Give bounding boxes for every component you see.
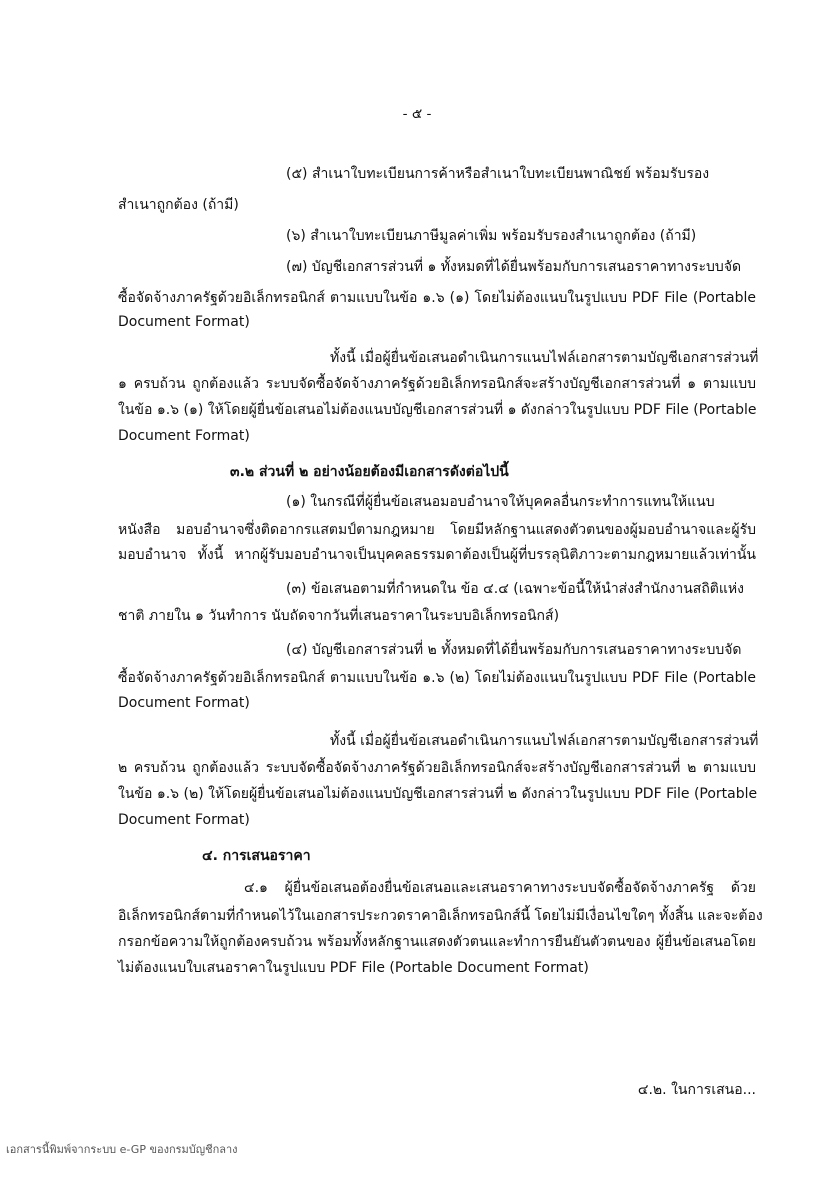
section-4-1-line-3: กรอกข้อความให้ถูกต้องครบถ้วน พร้อมทั้งหลักฐานแสดงตัวตนและทำการยืนยันตัวตนของ ผู้ยื่นข้อเสนอโดย <box>118 934 756 950</box>
item-7-line-1: (๗) บัญชีเอกสารส่วนที่ ๑ ทั้งหมดที่ได้ยื่นพร้อมกับการเสนอราคาทางระบบจัด <box>286 259 742 275</box>
note-2-line-1: ทั้งนี้ เมื่อผู้ยื่นข้อเสนอดำเนินการแนบไฟล์เอกสารตามบัญชีเอกสารส่วนที่ <box>330 733 759 749</box>
part2-item-1-line-1: (๑) ในกรณีที่ผู้ยื่นข้อเสนอมอบอำนาจให้บุคคลอื่นกระทำการแทนให้แนบ <box>286 494 715 510</box>
section-4-1-line-4: ไม่ต้องแนบใบเสนอราคาในรูปแบบ PDF File (Portable Document Format) <box>118 960 589 976</box>
note-1-line-1: ทั้งนี้ เมื่อผู้ยื่นข้อเสนอดำเนินการแนบไฟล์เอกสารตามบัญชีเอกสารส่วนที่ <box>330 350 759 366</box>
note-2-line-3: ในข้อ ๑.๖ (๒) ให้โดยผู้ยื่นข้อเสนอไม่ต้องแนบบัญชีเอกสารส่วนที่ ๒ ดังกล่าวในรูปแบบ PDF File (Portable <box>118 786 758 802</box>
item-7-line-2: ซื้อจัดจ้างภาครัฐด้วยอิเล็กทรอนิกส์ ตามแบบในข้อ ๑.๖ (๑) โดยไม่ต้องแนบในรูปแบบ PDF File (Portable <box>118 290 756 306</box>
item-5-line-2: สำเนาถูกต้อง (ถ้ามี) <box>118 197 239 213</box>
note-1-line-4: Document Format) <box>118 428 250 444</box>
section-4-heading: ๔. การเสนอราคา <box>202 848 311 864</box>
item-6-line: (๖) สำเนาใบทะเบียนภาษีมูลค่าเพิ่ม พร้อมรับรองสำเนาถูกต้อง (ถ้ามี) <box>286 228 697 244</box>
footer-note: เอกสารนี้พิมพ์จากระบบ e-GP ของกรมบัญชีกลาง <box>6 1143 238 1156</box>
note-2-line-4: Document Format) <box>118 812 250 828</box>
part2-item-1-line-3: มอบอำนาจ ทั้งนี้ หากผู้รับมอบอำนาจเป็นบุคคลธรรมดาต้องเป็นผู้ที่บรรลุนิติภาวะตามกฎหมายแล้วเท่านั้น <box>118 547 756 563</box>
part2-item-1-line-2: หนังสือ มอบอำนาจซึ่งติดอากรแสตมป์ตามกฎหมาย โดยมีหลักฐานแสดงตัวตนของผู้มอบอำนาจและผู้รับ <box>118 522 756 538</box>
part2-item-4-line-1: (๔) บัญชีเอกสารส่วนที่ ๒ ทั้งหมดที่ได้ยื่นพร้อมกับการเสนอราคาทางระบบจัด <box>286 642 742 658</box>
section-4-1-line-1: ๔.๑ ผู้ยื่นข้อเสนอต้องยื่นข้อเสนอและเสนอราคาทางระบบจัดซื้อจัดจ้างภาครัฐ ด้วย <box>244 880 756 896</box>
part2-item-3-line-2: ชาติ ภายใน ๑ วันทำการ นับถัดจากวันที่เสนอราคาในระบบอิเล็กทรอนิกส์) <box>118 608 560 624</box>
part2-item-3-line-1: (๓) ข้อเสนอตามที่กำหนดใน ข้อ ๔.๔ (เฉพาะข้อนี้ให้นำส่งสำนักงานสถิติแห่ง <box>286 581 744 597</box>
item-5-line-1: (๕) สำเนาใบทะเบียนการค้าหรือสำเนาใบทะเบียนพาณิชย์ พร้อมรับรอง <box>286 166 710 182</box>
section-3-2-heading: ๓.๒ ส่วนที่ ๒ อย่างน้อยต้องมีเอกสารดังต่อไปนี้ <box>230 464 509 480</box>
note-2-line-2: ๒ ครบถ้วน ถูกต้องแล้ว ระบบจัดซื้อจัดจ้างภาครัฐด้วยอิเล็กทรอนิกส์จะสร้างบัญชีเอกสารส่วนที่ ๒ ตามแบบ <box>118 760 756 776</box>
note-1-line-3: ในข้อ ๑.๖ (๑) ให้โดยผู้ยื่นข้อเสนอไม่ต้องแนบบัญชีเอกสารส่วนที่ ๑ ดังกล่าวในรูปแบบ PDF File (Portable <box>118 402 757 418</box>
part2-item-4-line-2: ซื้อจัดจ้างภาครัฐด้วยอิเล็กทรอนิกส์ ตามแบบในข้อ ๑.๖ (๒) โดยไม่ต้องแนบในรูปแบบ PDF File (Portable <box>118 670 756 686</box>
page-number: - ๕ - <box>402 106 432 122</box>
note-1-line-2: ๑ ครบถ้วน ถูกต้องแล้ว ระบบจัดซื้อจัดจ้างภาครัฐด้วยอิเล็กทรอนิกส์จะสร้างบัญชีเอกสารส่วนที่ ๑ ตามแบบ <box>118 376 756 392</box>
part2-item-4-line-3: Document Format) <box>118 695 250 711</box>
continuation-text: ๔.๒. ในการเสนอ... <box>637 1082 756 1098</box>
item-7-line-3: Document Format) <box>118 314 250 330</box>
section-4-1-line-2: อิเล็กทรอนิกส์ตามที่กำหนดไว้ในเอกสารประกวดราคาอิเล็กทรอนิกส์นี้ โดยไม่มีเงื่อนไขใดๆ ทั้งสิ้น และจะต้อง <box>118 908 763 924</box>
